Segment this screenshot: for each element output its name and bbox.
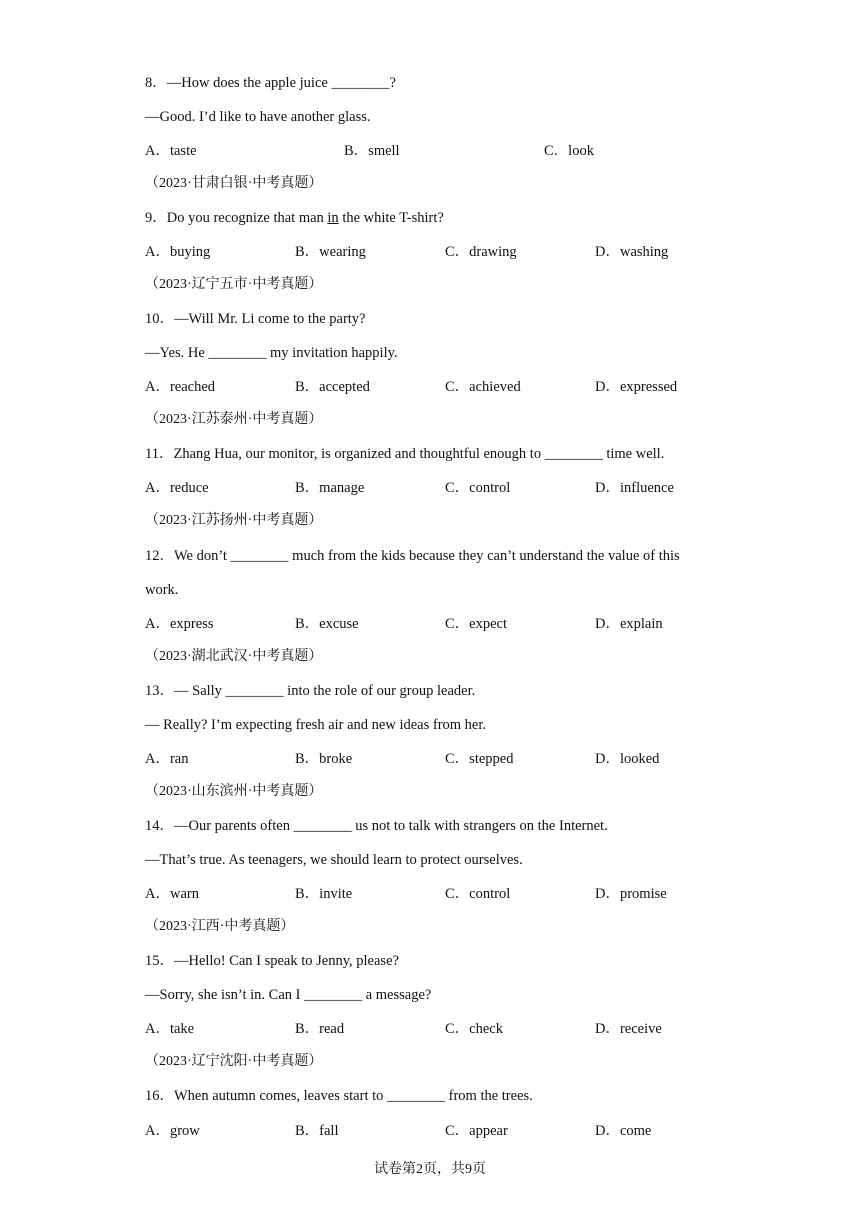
option-d: D．looked bbox=[595, 751, 660, 767]
question-16-line-1: 16．When autumn comes, leaves start to ________ from the trees. bbox=[145, 1088, 533, 1104]
question-12-line-1: 12．We don’t ________ much from the kids because they can’t understand the value of this bbox=[145, 548, 680, 564]
option-c: C．expect bbox=[445, 616, 508, 632]
option-a: A．ran bbox=[145, 751, 189, 767]
option-a: A．warn bbox=[145, 886, 199, 902]
option-b: B．broke bbox=[295, 751, 353, 767]
question-13-source: （2023·山东滨州·中考真题） bbox=[145, 784, 323, 799]
question-15-line-1: 15．—Hello! Can I speak to Jenny, please? bbox=[145, 953, 399, 969]
question-15-line-2: —Sorry, she isn’t in. Can I ________ a message? bbox=[145, 987, 432, 1003]
option-a: A．grow bbox=[145, 1123, 200, 1139]
option-c: C．drawing bbox=[445, 244, 517, 260]
question-11-line-1: 11．Zhang Hua, our monitor, is organized and thoughtful enough to ________ time well. bbox=[145, 446, 665, 462]
option-b: B．manage bbox=[295, 480, 365, 496]
page-footer: 试卷第2页，共9页 bbox=[374, 1162, 486, 1177]
option-a: A．express bbox=[145, 616, 214, 632]
question-9-source: （2023·辽宁五市·中考真题） bbox=[145, 277, 323, 292]
question-13-line-2: — Really? I’m expecting fresh air and new ideas from her. bbox=[145, 717, 487, 733]
option-c: C．stepped bbox=[445, 751, 514, 767]
option-d: D．influence bbox=[595, 480, 674, 496]
question-13-line-1: 13．— Sally ________ into the role of our group leader. bbox=[145, 683, 476, 699]
option-a: A．taste bbox=[145, 143, 197, 159]
option-a: A．reached bbox=[145, 379, 216, 395]
option-c: C．appear bbox=[445, 1123, 508, 1139]
option-c: C．control bbox=[445, 886, 511, 902]
option-b: B．excuse bbox=[295, 616, 359, 632]
question-12-line-2: work. bbox=[145, 582, 179, 598]
option-c: C．control bbox=[445, 480, 511, 496]
option-b: B．accepted bbox=[295, 379, 370, 395]
question-14-source: （2023·江西·中考真题） bbox=[145, 919, 295, 934]
question-9-line-1 bbox=[145, 208, 444, 228]
question-10-source: （2023·江苏泰州·中考真题） bbox=[145, 412, 323, 427]
option-c: C．look bbox=[544, 143, 594, 159]
question-9-stem-pre: 9．Do you recognize that man bbox=[145, 210, 328, 226]
question-11-source: （2023·江苏扬州·中考真题） bbox=[145, 513, 323, 528]
option-d: D．come bbox=[595, 1123, 652, 1139]
option-d: D．washing bbox=[595, 244, 669, 260]
option-d: D．expressed bbox=[595, 379, 678, 395]
question-8-line-2: —Good. I’d like to have another glass. bbox=[145, 109, 371, 125]
question-8-source: （2023·甘肃白银·中考真题） bbox=[145, 176, 323, 191]
option-a: A．reduce bbox=[145, 480, 209, 496]
option-c: C．check bbox=[445, 1021, 503, 1037]
question-9-stem-post: the white T-shirt? bbox=[338, 210, 444, 226]
option-b: B．smell bbox=[344, 143, 400, 159]
option-d: D．promise bbox=[595, 886, 667, 902]
option-a: A．take bbox=[145, 1021, 195, 1037]
option-d: D．receive bbox=[595, 1021, 662, 1037]
question-12-source: （2023·湖北武汉·中考真题） bbox=[145, 649, 323, 664]
option-b: B．invite bbox=[295, 886, 353, 902]
option-b: B．read bbox=[295, 1021, 345, 1037]
option-a: A．buying bbox=[145, 244, 211, 260]
question-8-line-1: 8．—How does the apple juice ________? bbox=[145, 75, 396, 91]
question-10-line-1: 10．—Will Mr. Li come to the party? bbox=[145, 311, 366, 327]
option-b: B．fall bbox=[295, 1123, 339, 1139]
option-b: B．wearing bbox=[295, 244, 366, 260]
question-15-source: （2023·辽宁沈阳·中考真题） bbox=[145, 1054, 323, 1069]
question-10-line-2: —Yes. He ________ my invitation happily. bbox=[145, 345, 398, 361]
question-9-underlined-word: in bbox=[327, 210, 339, 226]
option-c: C．achieved bbox=[445, 379, 521, 395]
question-14-line-1: 14．—Our parents often ________ us not to talk with strangers on the Internet. bbox=[145, 818, 608, 834]
question-14-line-2: —That’s true. As teenagers, we should learn to protect ourselves. bbox=[145, 852, 523, 868]
option-d: D．explain bbox=[595, 616, 663, 632]
